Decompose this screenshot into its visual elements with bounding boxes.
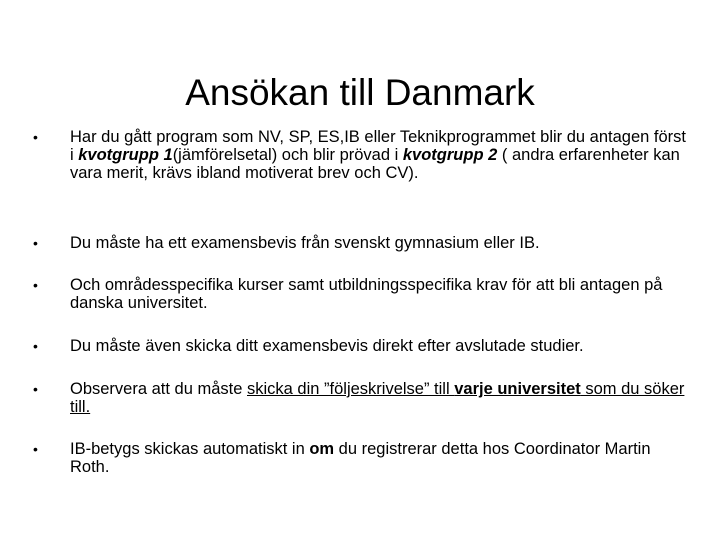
- bullet-text-emphasis: kvotgrupp 2: [402, 146, 498, 164]
- slide-title: Ansökan till Danmark: [185, 71, 535, 113]
- bullet-item: [33, 440, 690, 476]
- bullet-item: [33, 128, 690, 182]
- bullet-dot-icon: •: [33, 277, 38, 293]
- bullet-text-underlined: som du söker till.: [70, 380, 685, 416]
- bullet-text-emphasis: varje universitet: [454, 380, 581, 398]
- bullet-text-emphasis: kvotgrupp 1: [78, 146, 173, 164]
- bullet-item: [33, 380, 690, 416]
- bullet-text: Observera att du måste: [70, 380, 247, 398]
- bullet-text: Och områdesspecifika kurser samt utbildningsspecifika krav för att bli antagen på danska universitet.: [70, 276, 663, 312]
- bullet-text: (jämförelsetal) och blir prövad i: [172, 146, 403, 164]
- bullet-text-underlined: skicka din ”följeskrivelse” till: [247, 380, 455, 398]
- bullet-text-emphasis: om: [309, 440, 335, 458]
- bullet-dot-icon: •: [33, 338, 38, 354]
- bullet-dot-icon: •: [33, 235, 38, 251]
- bullet-dot-icon: •: [33, 129, 38, 145]
- bullet-text: ( andra erfarenheter kan vara merit, krävs ibland motiverat brev och CV).: [70, 146, 680, 182]
- bullet-item: [33, 234, 690, 252]
- bullet-item: [33, 337, 690, 355]
- bullet-text: IB-betygs skickas automatiskt in: [70, 440, 310, 458]
- bullet-dot-icon: •: [33, 441, 38, 457]
- bullet-dot-icon: •: [33, 381, 38, 397]
- bullet-text: Du måste även skicka ditt examensbevis direkt efter avslutade studier.: [70, 337, 584, 355]
- bullet-text: du registrerar detta hos Coordinator Martin Roth.: [70, 440, 651, 476]
- bullet-item: [33, 276, 690, 312]
- bullet-text: Du måste ha ett examensbevis från svenskt gymnasium eller IB.: [70, 234, 540, 252]
- bullet-text: Har du gått program som NV, SP, ES,IB eller Teknikprogrammet blir du antagen först i: [70, 128, 686, 164]
